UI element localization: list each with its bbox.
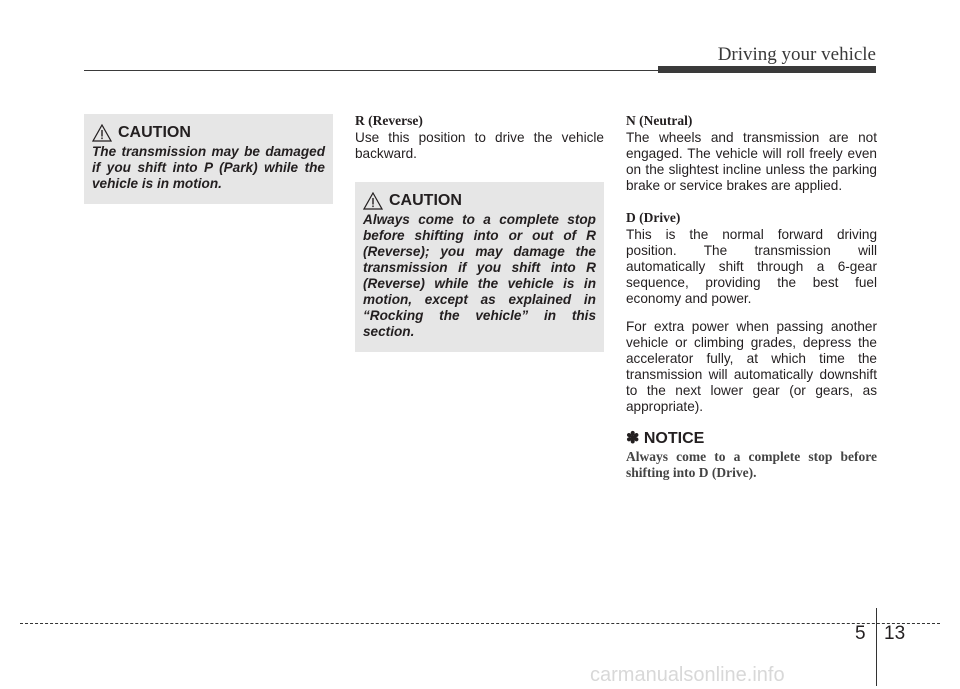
caution-title: CAUTION — [118, 124, 191, 141]
drive-description: This is the normal forward driving position. The transmission will automatically shift through a 6-gear sequence, providing the best fuel economy and power. — [626, 227, 877, 306]
column-right — [626, 113, 877, 481]
section-heading-reverse: R (Reverse) — [355, 113, 423, 128]
neutral-description: The wheels and transmission are not engaged. The vehicle will roll freely even on the slightest incline unless the parking brake or service brakes are applied. — [626, 130, 877, 193]
header-rule — [84, 70, 664, 71]
caution-heading — [363, 192, 596, 210]
caution-text: The transmission may be damaged if you shift into P (Park) while the vehicle is in motion. — [92, 144, 325, 191]
caution-box-park — [84, 114, 333, 204]
caution-box-reverse — [355, 182, 604, 352]
section-number: 5 — [855, 623, 866, 644]
section-heading-neutral: N (Neutral) — [626, 113, 693, 128]
section-heading-drive: D (Drive) — [626, 210, 681, 225]
caution-heading — [92, 124, 325, 142]
column-left — [84, 114, 333, 204]
drive-extra-power: For extra power when passing another vehicle or climbing grades, depress the accelerator fully, at which time the transmission will automatically downshift to the next lower gear (or gears, as appropriate). — [626, 319, 877, 414]
footer-divider — [876, 608, 877, 686]
caution-text: Always come to a complete stop before shifting into or out of R (Reverse); you may damage the transmission if you shift into R (Reverse) while the vehicle is in motion, except as explained in “Rocking the vehicle” in this section. — [363, 212, 596, 339]
footer-rule — [20, 623, 940, 624]
page-header-title: Driving your vehicle — [717, 44, 876, 65]
page-number: 13 — [884, 623, 906, 644]
warning-triangle-icon — [363, 192, 383, 210]
reverse-description: Use this position to drive the vehicle backward. — [355, 130, 604, 161]
header-rule-accent — [658, 66, 876, 73]
notice-heading: ✽ NOTICE — [626, 430, 705, 447]
watermark: carmanualsonline.info — [590, 664, 785, 686]
notice-text: Always come to a complete stop before shifting into D (Drive). — [626, 449, 877, 480]
column-middle — [355, 113, 604, 352]
warning-triangle-icon — [92, 124, 112, 142]
caution-title: CAUTION — [389, 192, 462, 209]
